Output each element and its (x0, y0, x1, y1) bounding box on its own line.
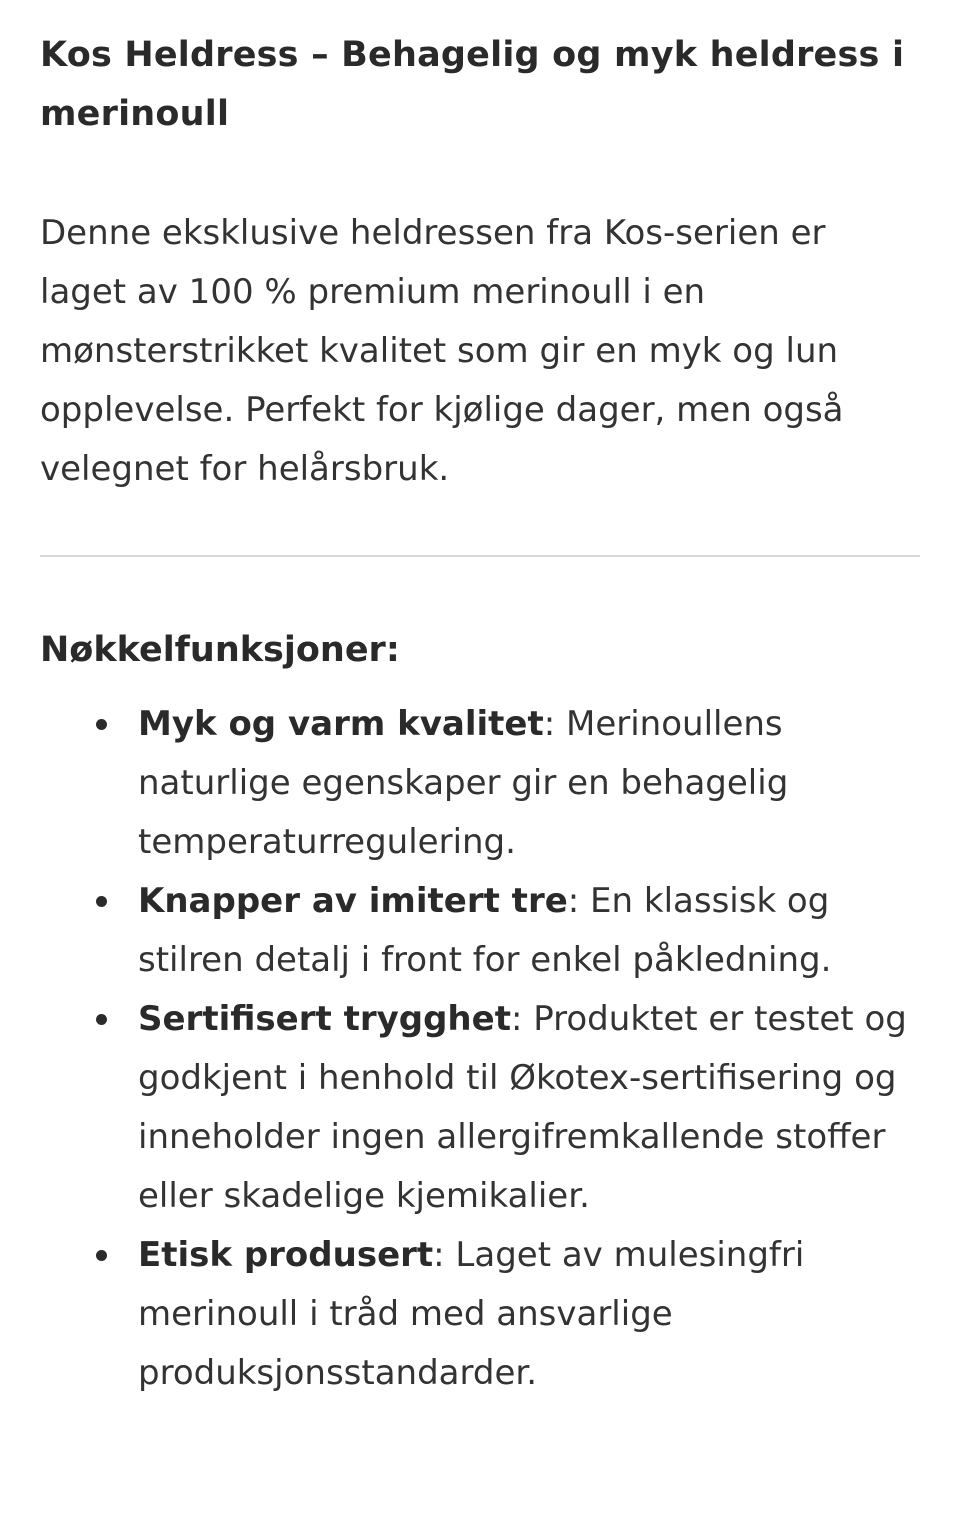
feature-item-wood-buttons (138, 872, 920, 990)
feature-separator: : (567, 881, 580, 921)
feature-name: Etisk produsert (138, 1235, 434, 1275)
product-intro-paragraph: Denne eksklusive heldressen fra Kos-serien er laget av 100 % premium merinoull i en mønsterstrikket kvalitet som gir en myk og lun opplevelse. Perfekt for kjølige dager, men også velegnet for helårsbruk. (40, 213, 844, 489)
product-title: Kos Heldress – Behagelig og myk heldress i merinoull (40, 35, 905, 134)
feature-item-ethically-produced (138, 1226, 920, 1403)
feature-item-soft-warm (138, 695, 920, 872)
feature-description: Laget av mulesingfri merinoull i tråd med ansvarlige produksjonsstandarder. (138, 1235, 805, 1393)
feature-description: Produktet er testet og godkjent i henhold til Økotex-sertifisering og inneholder ingen allergifremkallende stoffer eller skadelige kjemikalier. (138, 999, 907, 1216)
bullet-icon (96, 719, 107, 730)
feature-name: Knapper av imitert tre (138, 881, 568, 921)
feature-description: Merinoullens naturlige egenskaper gir en behagelig temperaturregulering. (138, 704, 789, 862)
feature-separator: : (543, 704, 556, 744)
section-divider (40, 555, 920, 557)
bullet-icon (96, 1014, 107, 1025)
feature-separator: : (510, 999, 523, 1039)
features-list (40, 695, 920, 1403)
features-heading: Nøkkelfunksjoner: (40, 630, 400, 670)
feature-description: En klassisk og stilren detalj i front for enkel påkledning. (138, 881, 832, 980)
bullet-icon (96, 1250, 107, 1261)
feature-item-certified-safety (138, 990, 920, 1226)
feature-separator: : (433, 1235, 445, 1275)
bullet-icon (96, 896, 107, 907)
feature-name: Sertifisert trygghet (138, 999, 511, 1039)
feature-name: Myk og varm kvalitet (138, 704, 544, 744)
